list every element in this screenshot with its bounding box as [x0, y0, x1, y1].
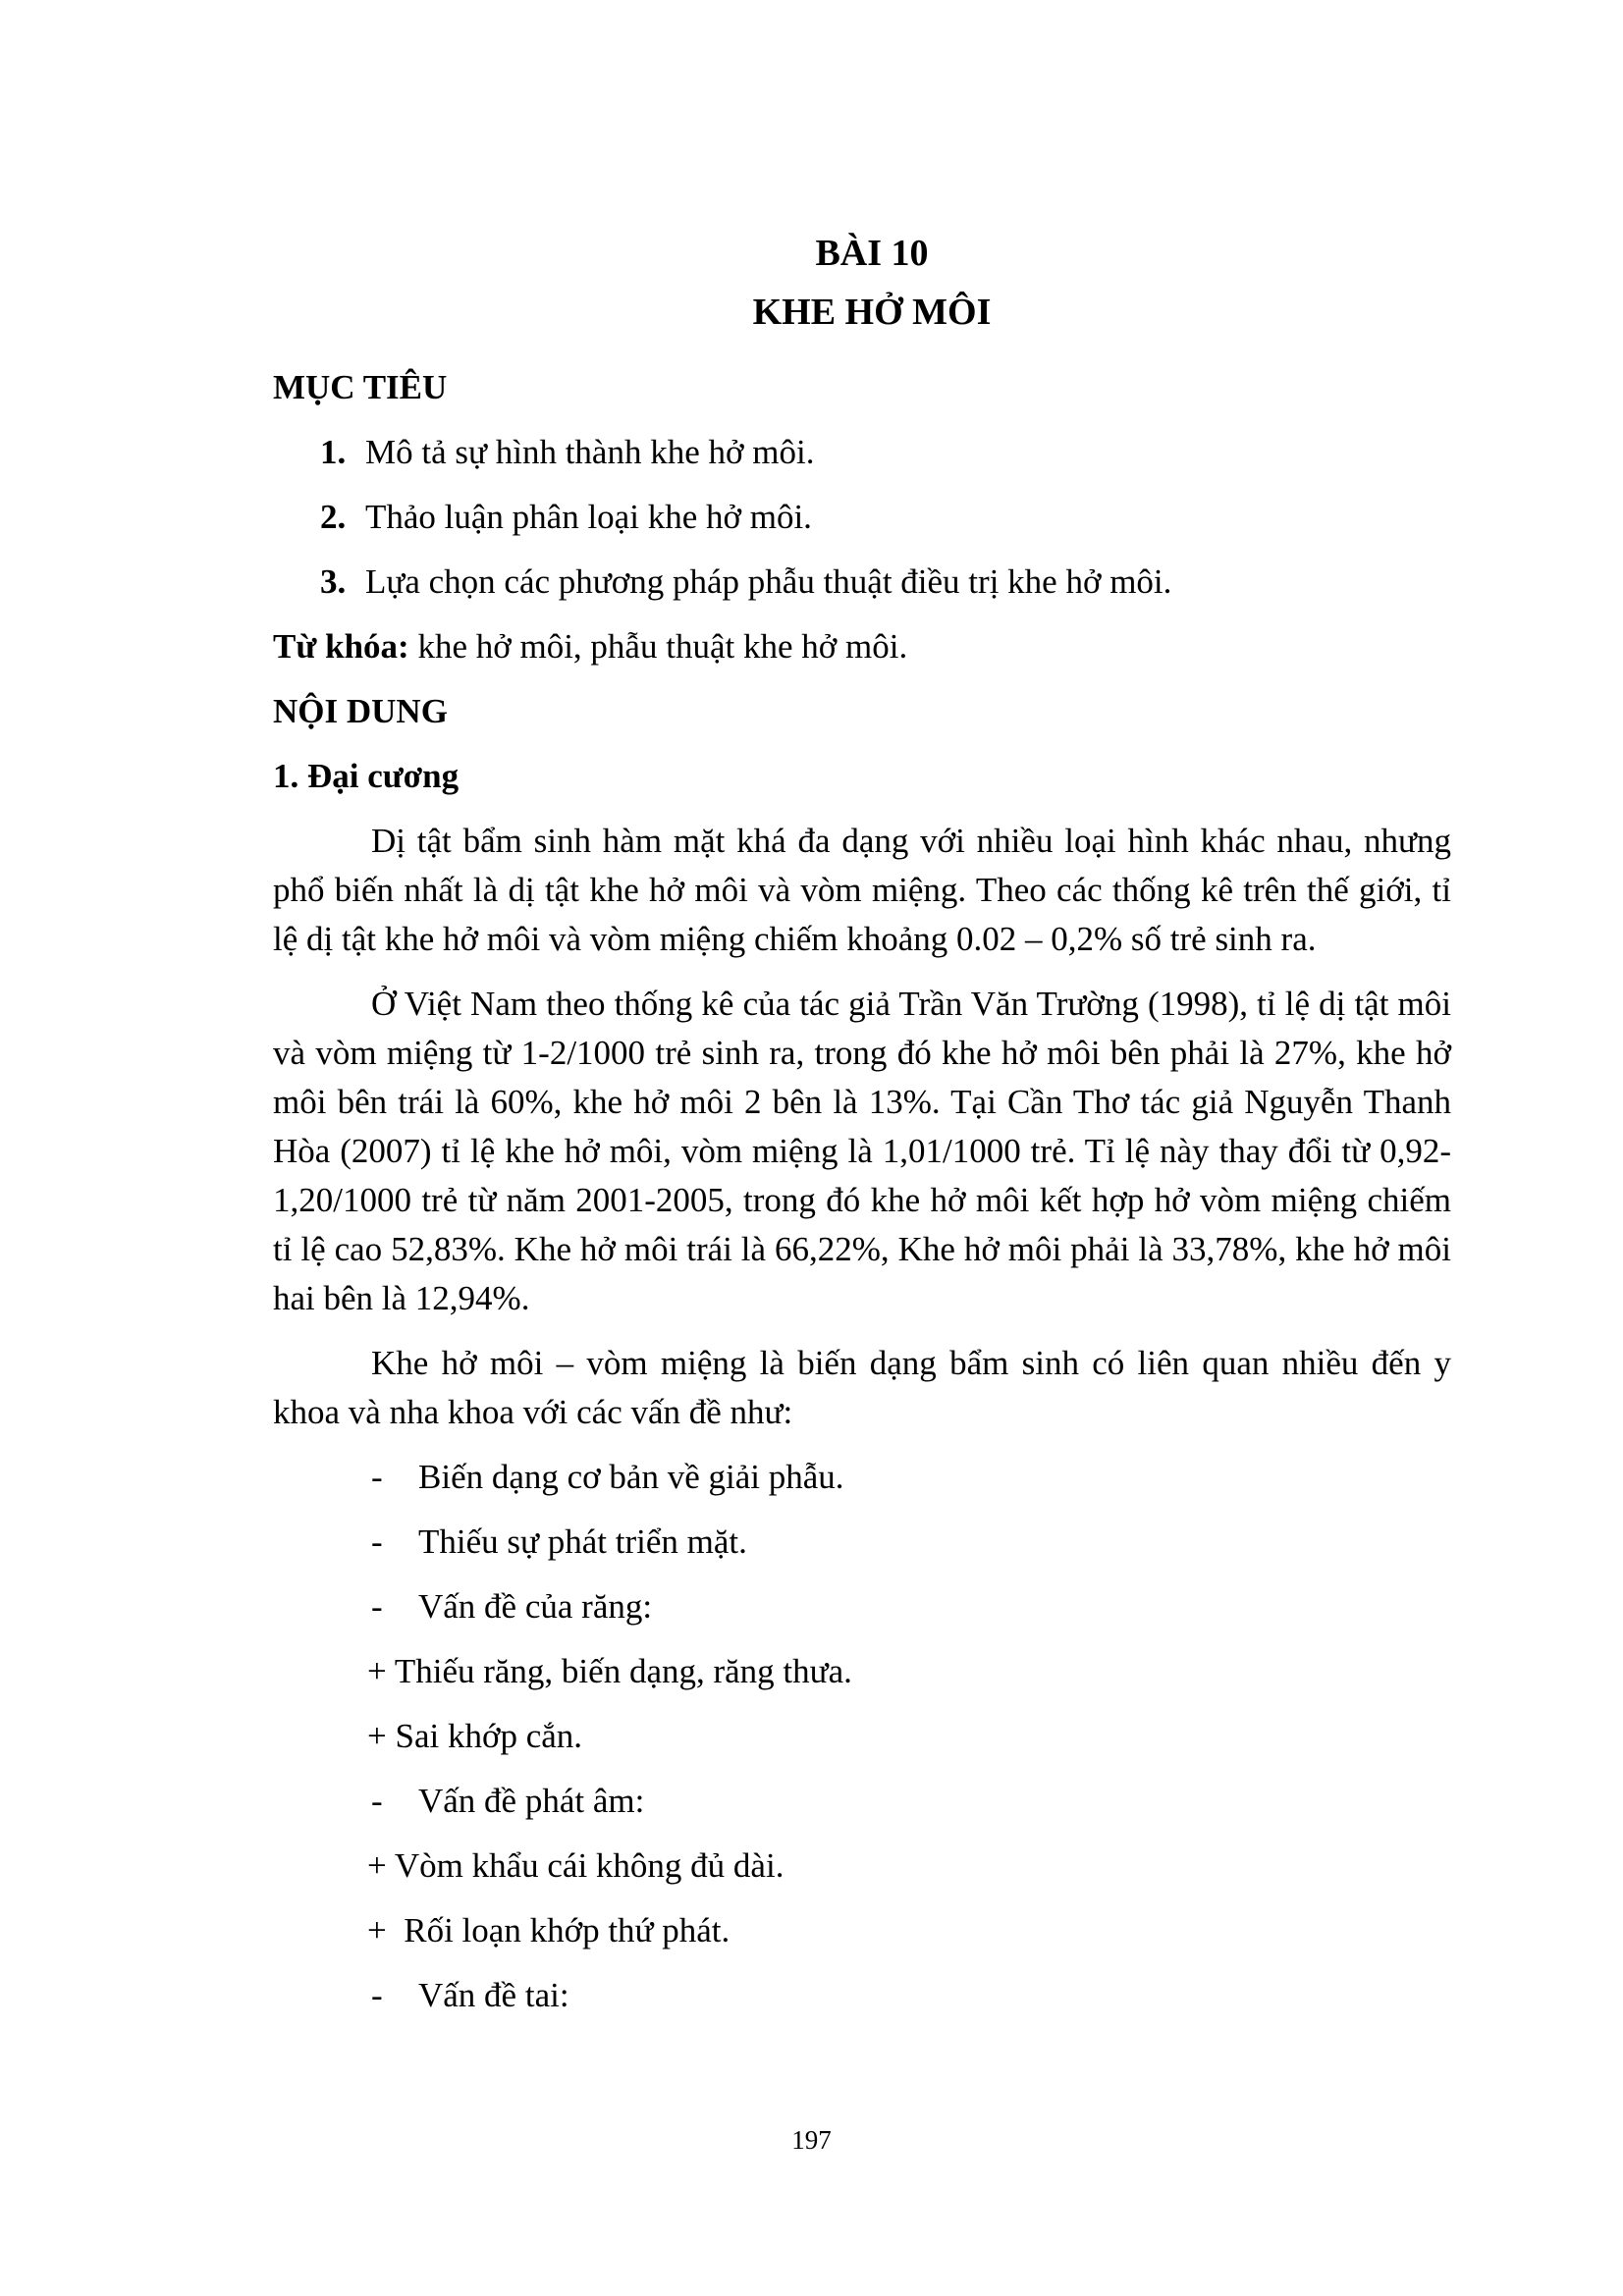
objective-item: [273, 550, 1451, 614]
objective-number: 2.: [320, 498, 347, 536]
sub-issue-item: + Sai khớp cắn.: [367, 1717, 583, 1755]
issue-text: Thiếu sự phát triển mặt.: [418, 1522, 747, 1561]
objective-number: 3.: [320, 562, 347, 601]
objective-item: [273, 485, 1451, 550]
issue-text: Vấn đề tai:: [418, 1976, 569, 2014]
issue-text: Vấn đề của răng:: [418, 1587, 653, 1626]
issue-text: Biến dạng cơ bản về giải phẫu.: [418, 1458, 844, 1496]
keywords-label: Từ khóa:: [273, 627, 409, 666]
content-heading: NỘI DUNG: [273, 692, 448, 730]
issue-text: Vấn đề phát âm:: [418, 1782, 645, 1820]
page-number: 197: [791, 2125, 832, 2155]
page-content: [273, 224, 1451, 2028]
dash-bullet: -: [371, 1522, 383, 1561]
paragraph: Khe hở môi – vòm miệng là biến dạng bẩm sinh có liên quan nhiều đến y khoa và nha khoa với các vấn đề như:: [273, 1344, 1451, 1431]
lesson-number: BÀI 10: [815, 233, 929, 274]
issue-item: [273, 1575, 1451, 1639]
objectives-list: [273, 420, 1451, 614]
issue-item: [273, 1510, 1451, 1575]
keywords-line: [273, 614, 1451, 679]
dash-bullet: -: [371, 1976, 383, 2014]
issue-item: [273, 1963, 1451, 2028]
paragraph: Dị tật bẩm sinh hàm mặt khá đa dạng với nhiều loại hình khác nhau, nhưng phổ biến nhất là dị tật khe hở môi và vòm miệng. Theo các thống kê trên thế giới, tỉ lệ dị tật khe hở môi và vòm miệng chiếm khoảng 0.02 – 0,2% số trẻ sinh ra.: [273, 822, 1451, 958]
dash-bullet: -: [371, 1587, 383, 1626]
keywords-text: khe hở môi, phẫu thuật khe hở môi.: [408, 627, 908, 666]
objective-item: [273, 420, 1451, 485]
objective-number: 1.: [320, 433, 347, 471]
paragraph: Ở Việt Nam theo thống kê của tác giả Trần Văn Trường (1998), tỉ lệ dị tật môi và vòm miệng từ 1-2/1000 trẻ sinh ra, trong đó khe hở môi bên phải là 27%, khe hở môi bên trái là 60%, khe hở môi 2 bên là 13%. Tại Cần Thơ tác giả Nguyễn Thanh Hòa (2007) tỉ lệ khe hở môi, vòm miệng là 1,01/1000 trẻ. Tỉ lệ này thay đổi từ 0,92-1,20/1000 trẻ từ năm 2001-2005, trong đó khe hở môi kết hợp hở vòm miệng chiếm tỉ lệ cao 52,83%. Khe hở môi trái là 66,22%, Khe hở môi phải là 33,78%, khe hở môi hai bên là 12,94%.: [273, 985, 1451, 1317]
dash-bullet: -: [371, 1782, 383, 1820]
objective-text: Thảo luận phân loại khe hở môi.: [365, 498, 812, 536]
lesson-title: KHE HỞ MÔI: [752, 292, 992, 333]
sub-issue-item: + Rối loạn khớp thứ phát.: [367, 1911, 730, 1949]
sub-issue-item: + Vòm khẩu cái không đủ dài.: [367, 1846, 784, 1885]
objective-text: Lựa chọn các phương pháp phẫu thuật điều trị khe hở môi.: [365, 562, 1172, 601]
section-heading: 1. Đại cương: [273, 757, 460, 795]
issue-item: [273, 1769, 1451, 1834]
issue-item: [273, 1445, 1451, 1510]
objective-text: Mô tả sự hình thành khe hở môi.: [365, 433, 815, 471]
dash-bullet: -: [371, 1458, 383, 1496]
sub-issue-item: + Thiếu răng, biến dạng, răng thưa.: [367, 1652, 852, 1690]
objectives-heading: MỤC TIÊU: [273, 368, 448, 406]
